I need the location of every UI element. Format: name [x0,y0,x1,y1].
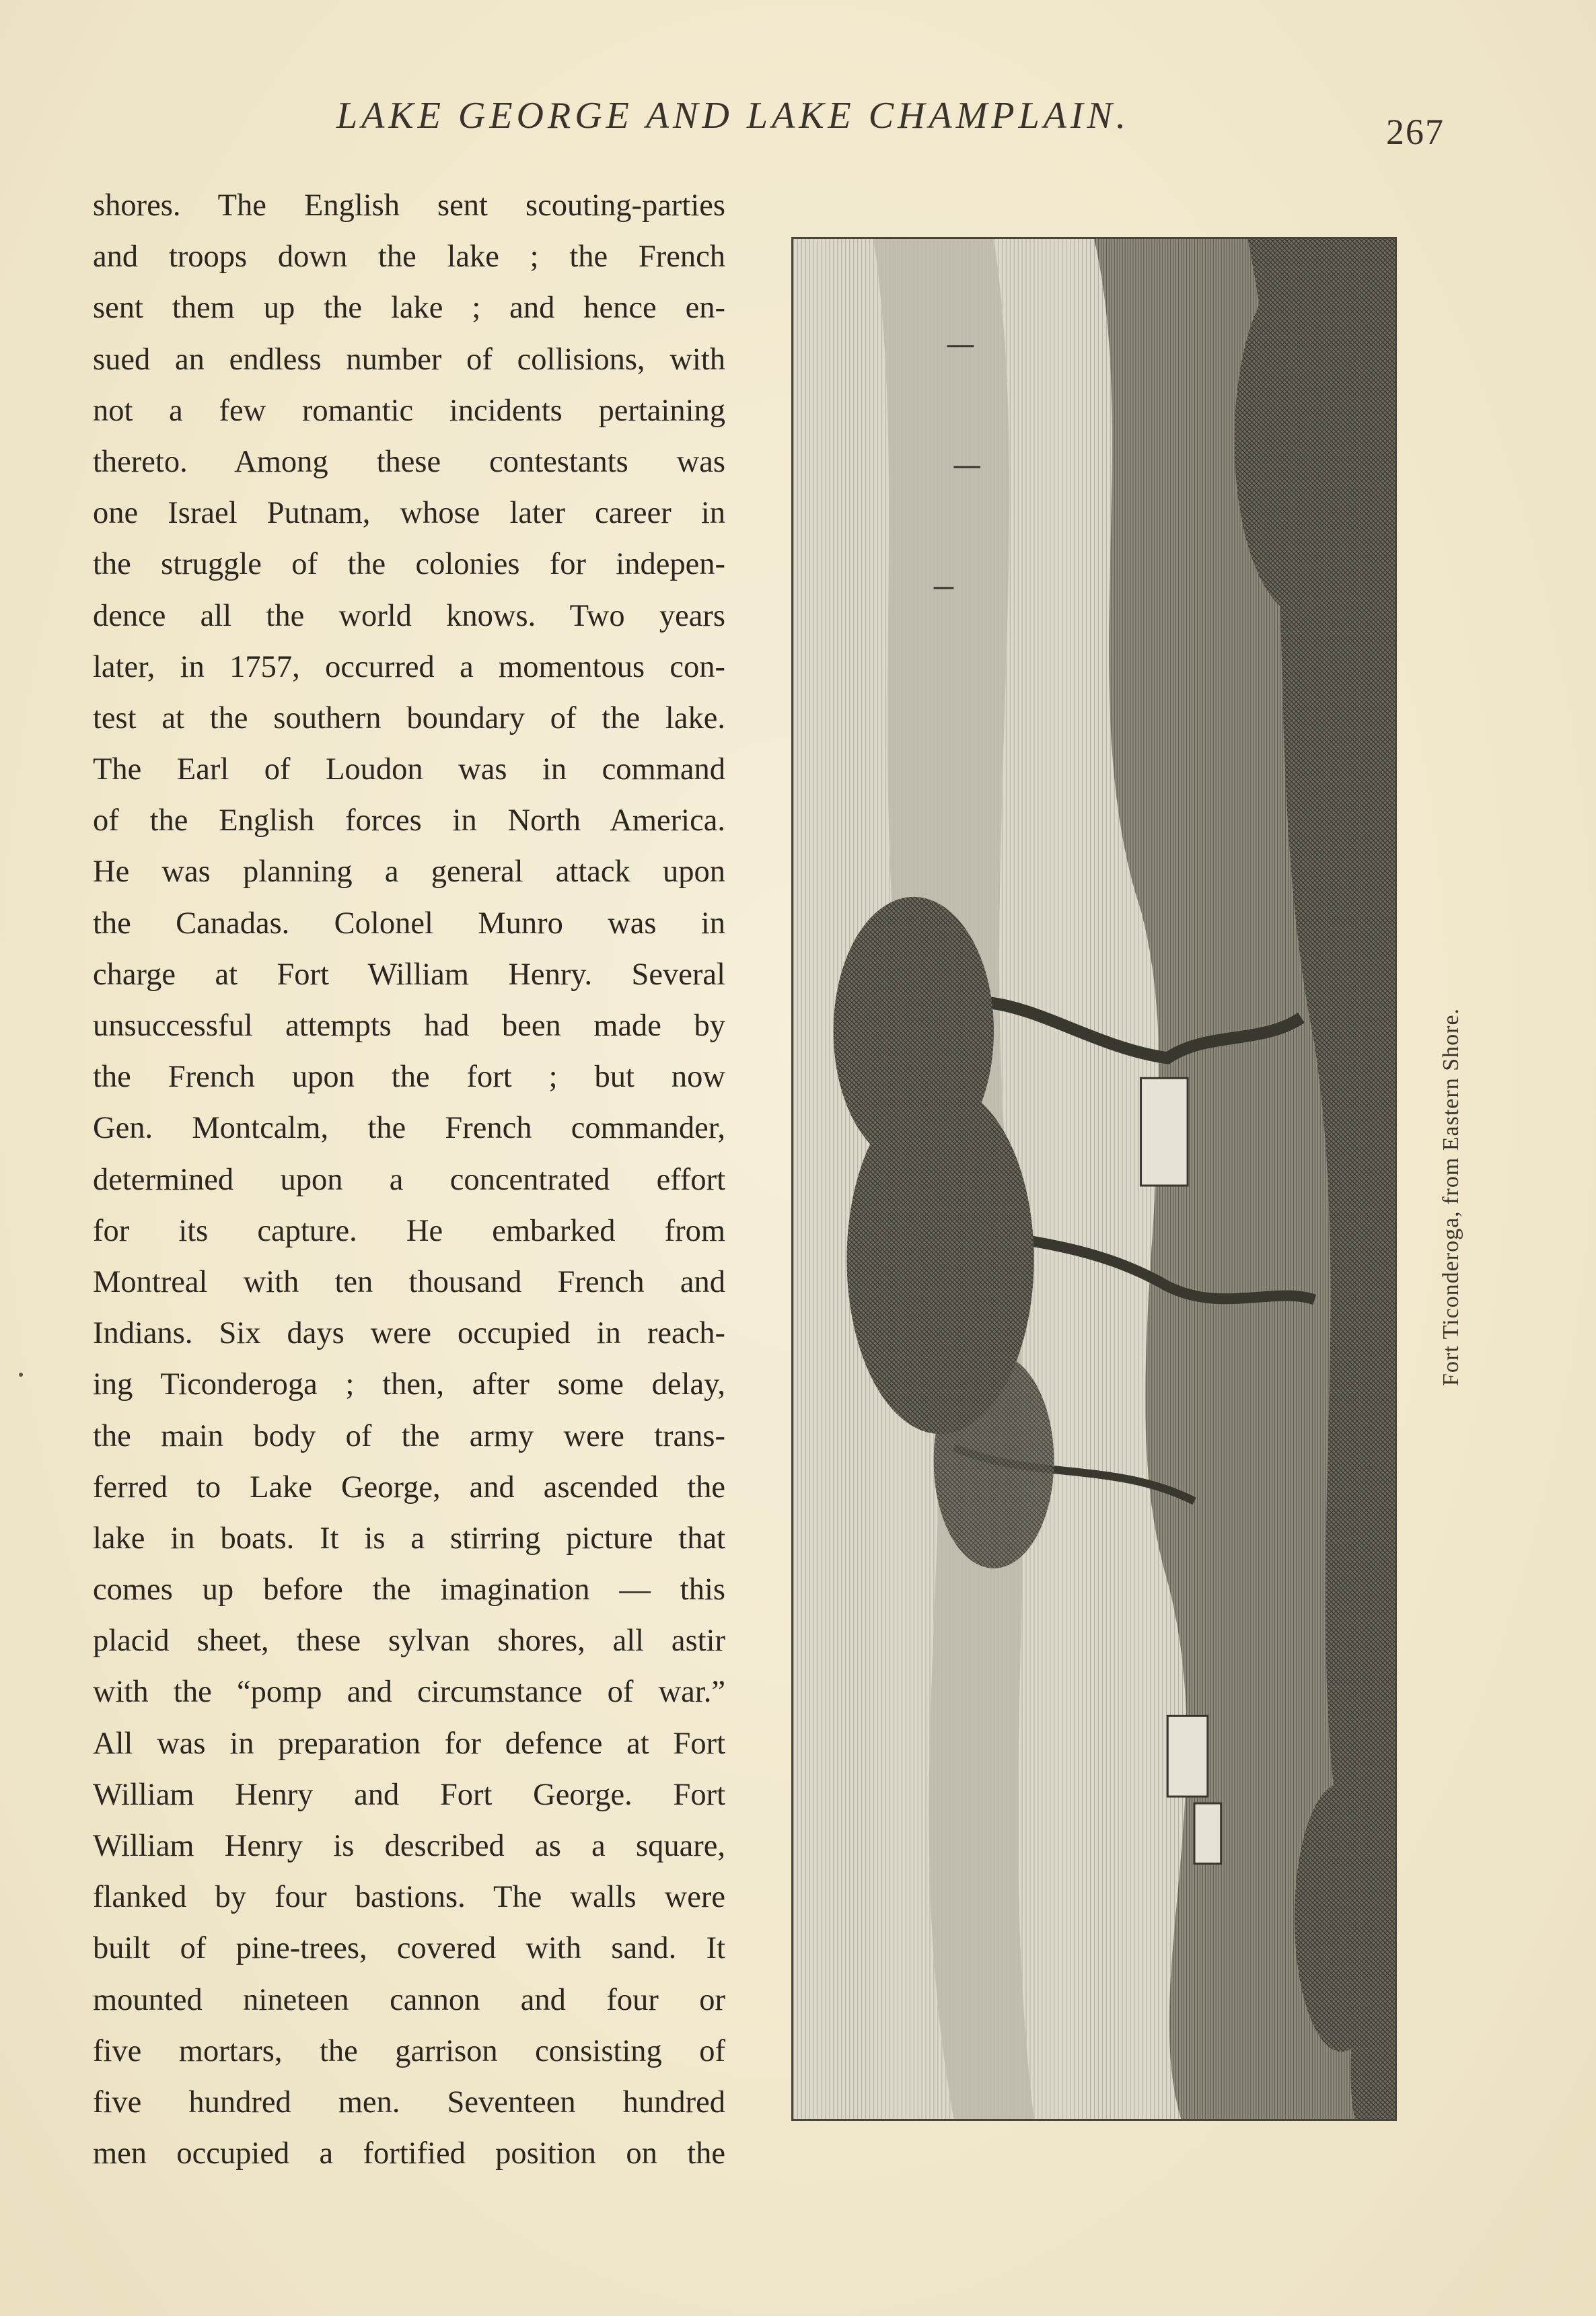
body-text-line: later, in 1757, occurred a momentous con- [93,649,725,684]
body-text-line: with the “pomp and circumstance of war.” [93,1675,725,1710]
body-text-line: and troops down the lake ; the French [93,240,725,275]
body-text-line: The Earl of Loudon was in command [93,752,725,787]
body-text-line: test at the southern boundary of the lake. [93,700,725,735]
body-text-line: the main body of the army were trans- [93,1418,725,1453]
body-text-line: one Israel Putnam, whose later career in [93,496,725,531]
body-text-line: comes up before the imagination — this [93,1572,725,1607]
body-text-line: All was in preparation for defence at Fort [93,1726,725,1761]
body-text-line: dence all the world knows. Two years [93,598,725,633]
body-text-line: for its capture. He embarked from [93,1213,725,1248]
engraving-landscape-image [793,239,1395,2119]
body-text-line: William Henry and Fort George. Fort [93,1777,725,1812]
body-text-line: men occupied a fortified position on the [93,2136,725,2171]
body-text-line: mounted nineteen cannon and four or [93,1982,725,2017]
body-text-line: Indians. Six days were occupied in reach- [93,1316,725,1351]
body-text-line: flanked by four bastions. The walls were [93,1880,725,1915]
body-text-line: ferred to Lake George, and ascended the [93,1470,725,1505]
body-text-line: not a few romantic incidents pertaining [93,393,725,428]
body-text-line: built of pine-trees, covered with sand. It [93,1931,725,1966]
running-head: LAKE GEORGE AND LAKE CHAMPLAIN. [336,95,1130,137]
body-text-line: William Henry is described as a square, [93,1829,725,1863]
body-text-line: placid sheet, these sylvan shores, all astir [93,1624,725,1659]
body-text-line: of the English forces in North America. [93,803,725,838]
body-text-line: charge at Fort William Henry. Several [93,957,725,992]
page-number: 267 [1386,112,1445,152]
body-text-line: ing Ticonderoga ; then, after some delay, [93,1367,725,1402]
body-text-line: thereto. Among these contestants was [93,444,725,479]
body-text-line: lake in boats. It is a stirring picture that [93,1521,725,1556]
body-text-line: He was planning a general attack upon [93,855,725,890]
engraving-illustration [791,237,1397,2121]
body-text-line: sued an endless number of collisions, with [93,342,725,377]
paper-speck [19,1373,23,1377]
body-text-line: five mortars, the garrison consisting of [93,2033,725,2068]
body-text-line: Gen. Montcalm, the French commander, [93,1111,725,1146]
body-text-line: shores. The English sent scouting-parties [93,188,725,223]
body-text-column [93,180,725,2179]
body-text-line: the struggle of the colonies for indepen- [93,547,725,582]
body-text-line: Montreal with ten thousand French and [93,1264,725,1299]
illustration-caption: Fort Ticonderoga, from Eastern Shore. [1439,1007,1463,1386]
body-text-line: the French upon the fort ; but now [93,1060,725,1095]
body-text-line: five hundred men. Seventeen hundred [93,2085,725,2120]
body-text-line: sent them up the lake ; and hence en- [93,291,725,326]
body-text-line: the Canadas. Colonel Munro was in [93,906,725,941]
body-text-line: determined upon a concentrated effort [93,1162,725,1197]
body-text-line: unsuccessful attempts had been made by [93,1009,725,1043]
